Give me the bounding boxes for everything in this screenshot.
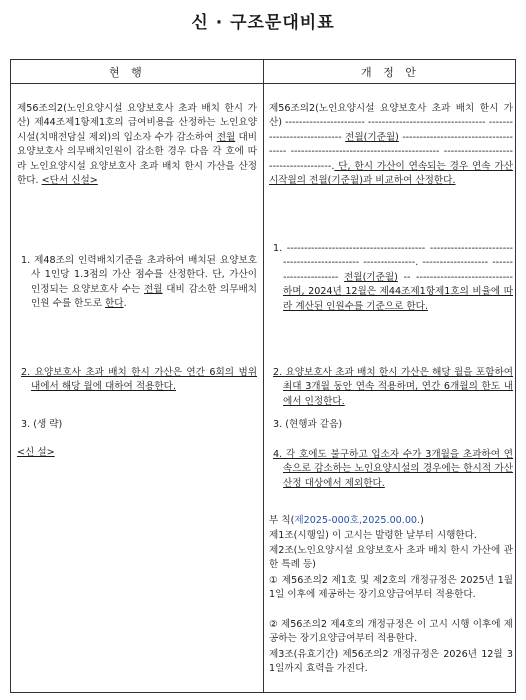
current-item1-text: 1. 제48조의 인력배치기준을 초과하여 배치된 요양보호사 1인당 1.3점의 가산 점수를 산정한다. 단, 가산이 인정되는 요양보호사 수는 (21, 255, 257, 295)
current-art56-note: <단서 신설> (41, 175, 98, 187)
current-item1-underline1: 전월 (144, 283, 163, 295)
revised-item-3: 3. (현행과 같음) (273, 419, 343, 430)
header-current: 현 행 (109, 66, 146, 79)
supplementary-article-2-para-1: ① 제56조의2 제1호 및 제2호의 개정규정은 2025년 1월 1일 이후에 제공하는 장기요양급여부터 적용한다. (269, 575, 513, 601)
revised-art56-text: 제56조의2(노인요양시설 요양보호사 초과 배치 한시 가산) ----------------------- ---------------------------------- ---------------------------- (269, 103, 513, 143)
supplementary-label: 부 칙( (269, 515, 295, 526)
revised-art56-underline1: 전월(기준월) (345, 131, 399, 143)
column-divider (263, 60, 264, 692)
supplementary-article-1: 제1조(시행일) 이 고시는 발령한 날부터 시행한다. (269, 530, 477, 541)
supplementary-number: 제2025-000호,2025.00.00. (294, 515, 421, 526)
revised-article-56 (269, 102, 513, 188)
header-revised: 개 정 안 (361, 66, 420, 79)
supplementary-close: ) (420, 515, 424, 526)
revised-art56-proviso: 단, 한시 가산이 연속되는 경우 연속 가산 시작월의 전월(기준월)과 비교하여 산정한다. (269, 160, 513, 187)
revised-item-2: 2. 요양보호사 초과 배치 한시 가산은 해당 월을 포함하여 최대 3개월 동안 연속 적용하며, 연간 6개월의 한도 내에서 인정한다. (273, 367, 513, 407)
current-item1-end: . (123, 298, 127, 310)
supplementary-heading (269, 514, 513, 528)
revised-item-1 (269, 242, 513, 314)
current-art56-text2: 대비 요양보호사 의무배치인원이 감소한 경우 다음 각 호에 따라 노인요양시설 요양보호사 초과 배치 한시 가산을 산정한다. (17, 131, 257, 187)
current-article-56 (17, 102, 257, 188)
current-item-2: 2. 요양보호사 초과 배치 한시 가산은 연간 6회의 범위 내에서 해당 월에 대하여 적용한다. (21, 367, 257, 393)
revised-item1-underline2: 하며, 2024년 12월은 제44조제1항제1호의 비율에 따라 계산된 인원수를 기준으로 한다. (283, 286, 513, 312)
revised-item1-text: 1. ---------------------------------------- ---------------------------------------------- ---------------. ------------------- ---------------------- (273, 243, 513, 283)
revised-art56-text2: ------------------------------------- ------------------------------------------- --------------------------------------. (269, 131, 513, 172)
supplementary-article-3: 제3조(유효기간) 제56조의2 개정규정은 2026년 12월 31일까지 효력을 가진다. (269, 649, 513, 675)
revised-item1-text2: -- ---------------------------- (397, 271, 513, 283)
revised-item-4: 4. 각 호에도 불구하고 입소자 수가 3개월을 초과하여 연속으로 감소하는 노인요양시설의 경우에는 한시적 가산 산정 대상에서 제외한다. (273, 449, 513, 489)
supplementary-article-2-para-2: ② 제56조의2 제4호의 개정규정은 이 고시 시행 이후에 제공하는 장기요양급여부터 적용한다. (269, 619, 513, 645)
current-new: <신 설> (17, 447, 55, 458)
page-title: 신 · 구조문대비표 (191, 13, 335, 33)
supplementary-article-2: 제2조(노인요양시설 요양보호사 초과 배치 한시 가산에 관한 특례 등) (269, 545, 513, 571)
revised-item1-underline1: 전월(기준월) (344, 271, 398, 283)
current-art56-text: 제56조의2(노인요양시설 요양보호사 초과 배치 한시 가산) 제44조제1항제1호의 급여비용을 산정하는 노인요양시설(치매전담실 제외)의 입소자 수가 감소하여 (17, 103, 257, 143)
current-item1-underline2: 한다 (105, 298, 124, 310)
current-item1-text2: 대비 감소한 의무배치인원 수를 한도로 (31, 283, 258, 310)
current-item-1 (17, 254, 257, 312)
current-item-3: 3. (생 략) (21, 419, 63, 430)
current-art56-underline1: 전월 (216, 131, 236, 143)
comparison-table (10, 59, 516, 693)
